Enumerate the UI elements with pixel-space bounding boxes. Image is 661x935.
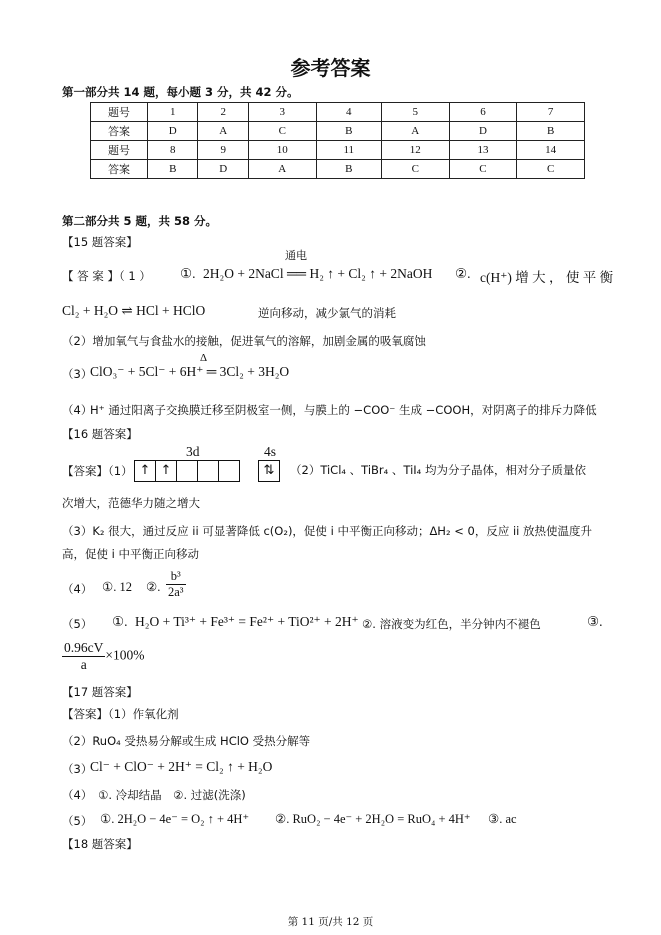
q17-line1: 【答案】（1）作氧化剂 (62, 707, 179, 721)
q16-fraction-2 (62, 640, 144, 673)
q18-heading: 【18 题答案】 (62, 837, 138, 851)
q16-line6-prefix: （5） (62, 617, 93, 631)
table-cell: B (517, 122, 585, 141)
q15-mark-1: ①. (180, 266, 196, 281)
row-label: 答案 (91, 160, 148, 179)
table-cell: 9 (198, 141, 248, 160)
q15-equation-1: 2H₂O + 2NaCl ══ H₂ ↑ + Cl₂ ↑ + 2NaOH (203, 266, 433, 281)
q17-equation: Cl⁻ + ClO⁻ + 2H⁺ = Cl₂ ↑ + H₂O (90, 759, 273, 774)
part2-header: 第二部分共 5 题，共 58 分。 (62, 214, 218, 228)
q17-line4: （4） ①. 冷却结晶 ②. 过滤(洗涤) (62, 788, 246, 802)
q17-answer-b: ②. RuO₂ − 4e⁻ + 2H₂O = RuO₄ + 4H⁺ (275, 812, 471, 826)
table-row (91, 160, 585, 179)
q17-answer-a: ①. 2H₂O − 4e⁻ = O₂ ↑ + 4H⁺ (100, 812, 250, 826)
q16-answer-prefix: 【答案】（1） (62, 464, 133, 478)
fraction-denominator: 2a³ (168, 585, 184, 599)
row-label: 答案 (91, 122, 148, 141)
table-cell: B (148, 160, 198, 179)
table-row (91, 141, 585, 160)
table-row (91, 122, 585, 141)
table-cell: 6 (449, 103, 517, 122)
q17-line2: （2）RuO₄ 受热易分解或生成 HClO 受热分解等 (62, 734, 311, 748)
table-cell: 10 (248, 141, 316, 160)
fraction-numerator: 0.96cV (64, 640, 104, 655)
q16-equation: H₂O + Ti³⁺ + Fe³⁺ = Fe²⁺ + TiO²⁺ + 2H⁺ (135, 614, 359, 629)
q16-heading: 【16 题答案】 (62, 427, 138, 441)
table-cell: D (148, 122, 198, 141)
orbital-box (176, 460, 198, 482)
q15-answer-prefix: 【 答 案 】（ 1 ） (62, 269, 151, 283)
table-cell: 3 (248, 103, 316, 122)
table-row (91, 103, 585, 122)
fraction-denominator: a (80, 657, 87, 672)
table-cell: C (248, 122, 316, 141)
table-cell: 11 (316, 141, 381, 160)
orbital-box: ↑ (155, 460, 177, 482)
table-cell: 5 (381, 103, 449, 122)
q17-answer-c: ③. ac (488, 812, 517, 826)
q16-mark-3: ③. (587, 614, 603, 629)
q15-line3: （2）增加氧气与食盐水的接触，促进氧气的溶解，加剧金属的吸氧腐蚀 (62, 334, 426, 348)
q15-line2-text: 逆向移动，减少氯气的消耗 (258, 306, 396, 320)
table-cell: A (198, 122, 248, 141)
table-cell: C (381, 160, 449, 179)
table-cell: 4 (316, 103, 381, 122)
table-cell: B (316, 122, 381, 141)
q15-line5-prefix: （4） (62, 403, 93, 417)
table-cell: 1 (148, 103, 198, 122)
table-cell: D (449, 122, 517, 141)
q16-fraction (166, 569, 186, 600)
q15-mark-2: ②. (455, 266, 471, 281)
table-cell: 7 (517, 103, 585, 122)
part1-header: 第一部分共 14 题，每小题 3 分，共 42 分。 (62, 85, 299, 99)
q16-line4: 高，促使 i 中平衡正向移动 (62, 547, 200, 561)
q17-line5-prefix: （5） (62, 814, 93, 828)
percent-suffix: ×100% (105, 647, 145, 663)
table-cell: 2 (198, 103, 248, 122)
table-cell: B (316, 160, 381, 179)
q16-line3: （3）K₂ 很大，通过反应 ii 可显著降低 c(O₂)，促使 i 中平衡正向移动；ΔH₂ < 0，反应 ii 放热使温度升 (62, 524, 593, 538)
q15-heading: 【15 题答案】 (62, 235, 138, 249)
page-title: 参考答案 (290, 56, 371, 80)
q15-line4-prefix: （3） (62, 367, 93, 381)
q15-delta: Δ (200, 352, 208, 364)
table-cell: 14 (517, 141, 585, 160)
q16-line5-prefix: （4） (62, 582, 93, 596)
orbital-box (218, 460, 240, 482)
fraction-numerator: b³ (166, 569, 186, 585)
table-cell: A (381, 122, 449, 141)
q15-line1-tail: c(H⁺) 增 大 ， 使 平 衡 (480, 270, 614, 285)
table-cell: D (198, 160, 248, 179)
orbital-box: ↑ (134, 460, 156, 482)
q15-line5: H⁺ 通过阳离子交换膜迁移至阴极室一侧，与膜上的 −COO⁻ 生成 −COOH，对阴离子的排斥力降低 (90, 403, 597, 417)
q15-condition: 通电 (285, 249, 307, 262)
q16-answer-12: ①. 12 (102, 580, 132, 594)
q15-equation-3: ClO₃⁻ + 5Cl⁻ + 6H⁺ ═ 3Cl₂ + 3H₂O (90, 364, 290, 379)
orbital-box (197, 460, 219, 482)
q16-mark-2: ②. (146, 580, 161, 594)
q15-equation-2: Cl₂ + H₂O ⇌ HCl + HClO (62, 303, 206, 318)
orbital-4s-label: 4s (264, 444, 277, 459)
q17-heading: 【17 题答案】 (62, 685, 138, 699)
table-cell: 12 (381, 141, 449, 160)
table-cell: 8 (148, 141, 198, 160)
orbital-3d-label: 3d (186, 444, 200, 459)
table-cell: A (248, 160, 316, 179)
q16-line6-text: ②. 溶液变为红色，半分钟内不褪色 (362, 617, 541, 631)
q16-line1-tail: （2）TiCl₄ 、TiBr₄ 、TiI₄ 均为分子晶体，相对分子质量依 (290, 463, 586, 477)
table-cell: C (517, 160, 585, 179)
row-label: 题号 (91, 141, 148, 160)
row-label: 题号 (91, 103, 148, 122)
q16-line2: 次增大，范德华力随之增大 (62, 496, 200, 510)
table-cell: 13 (449, 141, 517, 160)
orbital-box-4s: ⇅ (258, 460, 280, 482)
q17-line3-prefix: （3） (62, 762, 93, 776)
table-cell: C (449, 160, 517, 179)
q16-mark-1: ①. (112, 614, 128, 629)
answer-table (90, 102, 585, 179)
page-footer: 第 11 页/共 12 页 (287, 916, 374, 928)
